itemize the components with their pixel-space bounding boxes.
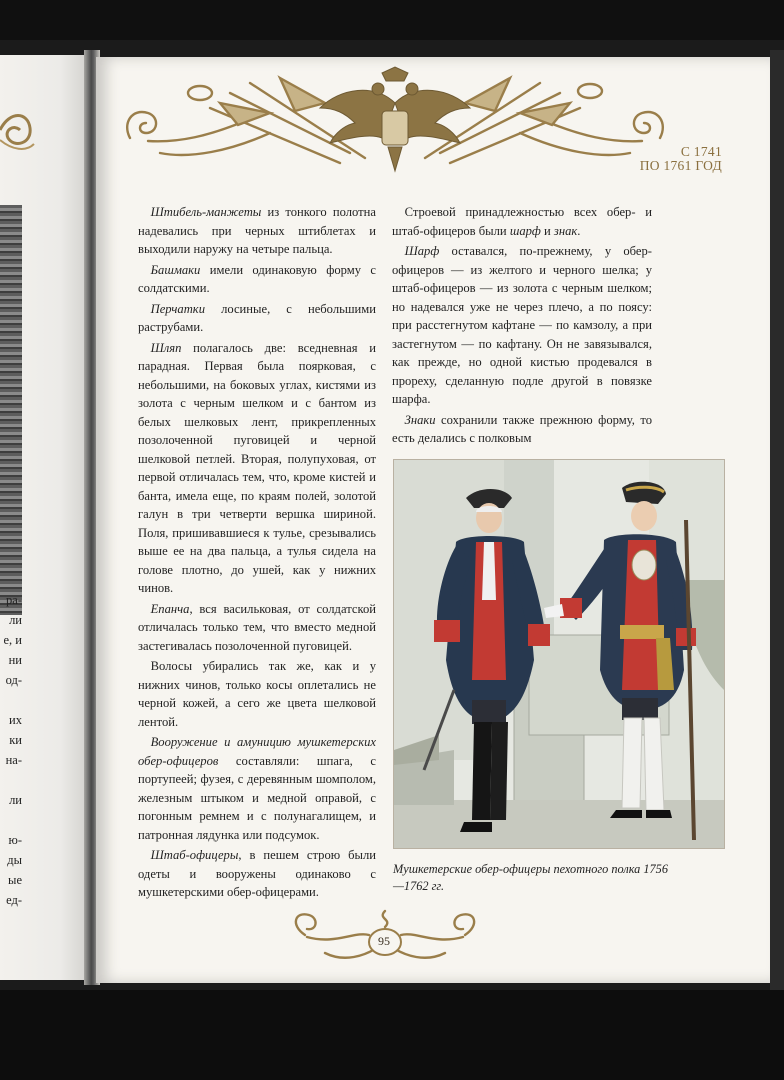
paragraph bbox=[392, 411, 652, 448]
period-heading-line2: ПО 1761 ГОД bbox=[639, 158, 722, 173]
term: знак bbox=[553, 223, 578, 238]
paragraph bbox=[392, 203, 652, 240]
left-fragment-line: ра- bbox=[6, 593, 22, 607]
left-page-engraving-edge bbox=[0, 205, 22, 615]
paragraph bbox=[138, 339, 376, 598]
text-column-left bbox=[138, 203, 376, 904]
left-page-text-fragments bbox=[0, 590, 22, 910]
paragraph bbox=[138, 300, 376, 337]
period-heading bbox=[612, 145, 722, 173]
left-fragment-line: ды bbox=[7, 853, 22, 867]
left-fragment-line bbox=[0, 770, 22, 790]
left-fragment-line bbox=[0, 810, 22, 830]
page-number: 95 bbox=[378, 934, 390, 948]
left-fragment-line: ли bbox=[9, 613, 22, 627]
text-column-right bbox=[392, 203, 652, 450]
scan-top-border bbox=[0, 0, 784, 40]
left-fragment-line: ю- bbox=[8, 833, 22, 847]
left-fragment-line bbox=[0, 690, 22, 710]
paragraph-text: , вся васильковая, от солдатской отличалась только тем, что вместо медной застегивалась позолоченной пуговицей. bbox=[138, 601, 376, 653]
paragraph-text: и bbox=[540, 223, 554, 238]
left-facing-page bbox=[0, 55, 86, 980]
left-fragment-line: е, и bbox=[3, 633, 22, 647]
term: Шляп bbox=[150, 340, 182, 355]
paragraph-text: из тонкого полотна надевались при черных штиблетах и выходили наружу на четыре пальца. bbox=[138, 205, 376, 256]
term: шарф bbox=[509, 223, 541, 238]
left-fragment-line: ни bbox=[8, 653, 22, 667]
term: Штибель-манжеты bbox=[150, 205, 262, 219]
paragraph bbox=[138, 600, 376, 656]
term: Шарф bbox=[404, 244, 440, 258]
paragraph-text: Строевой принадлежностью всех обер- и штаб-офицеров были bbox=[392, 205, 652, 238]
paragraph-text: оставался, по-прежнему, у обер-офицеров — из желтого и черного шелка; у штаб-офицеров — из золота с черным шелком; но надевался уже не через плечо, а по поясу: при расстегнутом кафтане — по камзолу, а при застегнутом — по кафтану. Он не завязывался, как прежде, но одной кистью продевался в прореху, сделанную подле другой в повязке шарфа. bbox=[392, 244, 652, 406]
left-fragment-line: ед- bbox=[6, 893, 22, 907]
musketeer-officers-illustration bbox=[393, 459, 725, 849]
double-headed-eagle-ornament-icon bbox=[120, 63, 670, 173]
paragraph-text: лосиные, с небольшими раструбами. bbox=[138, 301, 376, 334]
left-fragment-line: на- bbox=[5, 753, 22, 767]
paragraph-text: имели одинаковую форму с солдатскими. bbox=[138, 262, 376, 295]
page-right-edge bbox=[770, 50, 784, 990]
illustration-caption: Мушкетерские обер-офицеры пехотного полка 1756—1762 гг. bbox=[393, 862, 668, 893]
paragraph-text: Волосы убирались так же, как и у нижних чинов, только косы оплетались не черной кожей, а сего же цвета шелковой лентой. bbox=[138, 659, 376, 729]
paragraph-text: составляли: шпага, с портупеей; фузея, с деревянным шомполом, железным штыком и медной оправой, с погонным ремнем и с полунагалищем, и патронная лядунка или подсумок. bbox=[138, 753, 376, 842]
left-fragment-line: ли bbox=[9, 793, 22, 807]
paragraph-text: сохранили также прежнюю форму, то есть делались с полковым bbox=[392, 412, 652, 445]
left-fragment-line: од- bbox=[5, 673, 22, 687]
left-fragment-line: ые bbox=[8, 873, 22, 887]
term: Епанча bbox=[150, 601, 190, 616]
paragraph bbox=[138, 203, 376, 259]
paragraph bbox=[138, 261, 376, 298]
term: Штаб-офицеры bbox=[150, 848, 239, 862]
paragraph bbox=[138, 657, 376, 731]
paragraph-text: полагалось две: вседневная и парадная. Первая была поярковая, с небольшими, на боковых углах, кистями из золота с черным шелком и с бантом из белых шелковых лент, прикрепленных позолоченной пуговицей и черной шелковой петлей. Вторая, полупуховая, от первой отличалась тем, что, кроме кистей и банта, имела еще, по краям полей, золотой галун в три четверти вершка шириной. Поля, пришивавшиеся к тулье, срезывались выше ее на два пальца, а тулья сидела на голове плотно, до ушей, как у нижних чинов. bbox=[138, 340, 376, 595]
period-heading-line1: С 1741 bbox=[680, 144, 722, 159]
left-fragment-line: ки bbox=[9, 733, 22, 747]
paragraph-text: . bbox=[577, 223, 581, 238]
scan-bottom-border bbox=[0, 990, 784, 1080]
term: Башмаки bbox=[150, 262, 201, 277]
left-page-ornament-icon bbox=[0, 100, 40, 160]
paragraph bbox=[392, 242, 652, 409]
term: Знаки bbox=[404, 412, 436, 427]
paragraph bbox=[138, 846, 376, 902]
uniform-illustration-icon bbox=[394, 460, 724, 848]
term: Вооружение и амуницию мушкетерских обер-офицеров bbox=[138, 735, 376, 768]
paragraph bbox=[138, 733, 376, 844]
paragraph-text: , в пешем строю были одеты и вооружены одинаково с мушкетерскими обер-офицерами. bbox=[138, 848, 376, 899]
left-fragment-line: их bbox=[9, 713, 22, 727]
term: Перчатки bbox=[150, 301, 205, 316]
